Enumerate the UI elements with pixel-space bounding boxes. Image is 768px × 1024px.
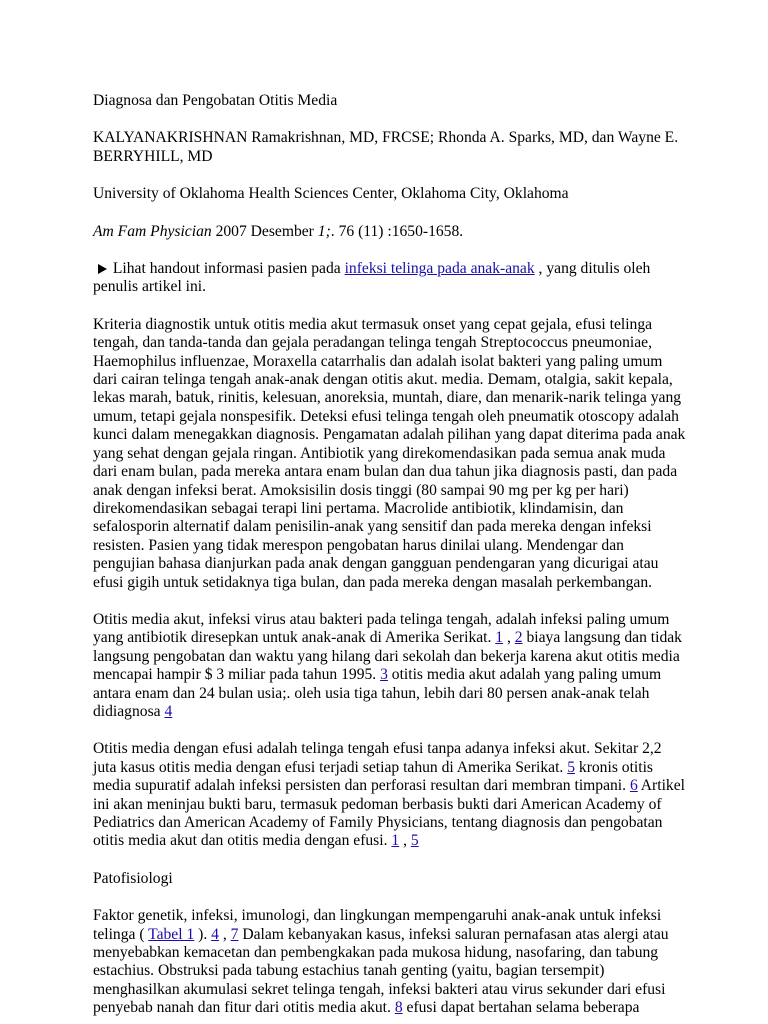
text-segment: , <box>399 832 411 850</box>
reference-link-4[interactable]: 4 <box>164 702 173 720</box>
text-segment: Otitis media akut, infeksi virus atau bakteri pada telinga tengah, adalah infeksi paling umum yang antibiotik diresepkan untuk anak-anak di Amerika Serikat. <box>93 610 670 647</box>
text-segment: , <box>503 629 515 647</box>
reference-link-3[interactable]: 3 <box>380 666 388 684</box>
section-heading: Patofisiologi <box>93 869 173 887</box>
handout-prefix: Lihat handout informasi pasien pada <box>109 260 345 278</box>
intro-paragraph <box>93 611 688 721</box>
reference-link-1[interactable]: 1 <box>495 629 504 647</box>
text-segment: Artikel ini akan meninjau bukti baru, termasuk pedoman berbasis bukti dari American Academy of Pediatrics dan American Academy of Family Physicians, tentang diagnosis dan pengobatan otitis media akut dan otitis media dengan efusi. <box>93 777 685 850</box>
text-segment: kronis otitis media supuratif adalah infeksi persisten dan perforasi resultan dari membran timpani. <box>93 758 653 795</box>
text-segment: otitis media akut adalah yang paling umum antara enam dan 24 bulan usia;. oleh usia tiga tahun, lebih dari 80 persen anak-anak telah didiagnosa <box>93 666 662 720</box>
citation-details: . 76 (11) :1650-1658. <box>330 222 464 240</box>
handout-note <box>93 260 688 297</box>
text-segment: Dalam kebanyakan kasus, infeksi saluran pernafasan atas alergi atau menyebabkan kemacetan dan pembengkakan pada mukosa hidung, nasofaring, dan tabung estachius. Obstruksi pada tabung estachius tanah genting (yaitu, bagian tersempit) menghasilkan akumulasi sekret telinga tengah, infeksi bakteri atau virus sekunder dari efusi penyebab nanah dan fitur dari otitis media akut. <box>93 925 669 1017</box>
triangle-right-icon <box>98 264 107 274</box>
text-segment: ). <box>194 925 212 943</box>
document-title: Diagnosa dan Pengobatan Otitis Media <box>93 92 338 109</box>
effusion-paragraph <box>93 740 688 850</box>
reference-link-5[interactable]: 5 <box>567 758 575 776</box>
citation-day: 1; <box>317 222 331 240</box>
journal-name: Am Fam Physician <box>93 222 212 240</box>
reference-link-1[interactable]: 1 <box>391 832 400 850</box>
reference-link-7[interactable]: 7 <box>230 925 239 943</box>
text-segment: , <box>218 925 231 943</box>
handout-suffix: , yang ditulis oleh penulis artikel ini. <box>93 260 651 296</box>
pathophysiology-paragraph <box>93 907 688 1017</box>
table-1-link[interactable]: Tabel 1 <box>148 925 195 943</box>
text-segment: Otitis media dengan efusi adalah telinga tengah efusi tanpa adanya infeksi akut. Sekitar 2,2 juta kasus otitis media dengan efusi terjadi setiap tahun di Amerika Serikat. <box>93 740 662 776</box>
text-segment: efusi dapat bertahan selama beberapa <box>402 999 640 1017</box>
reference-link-6[interactable]: 6 <box>629 777 638 795</box>
reference-link-2[interactable]: 2 <box>514 629 523 647</box>
citation-date: 2007 Desember <box>211 222 318 240</box>
reference-link-8[interactable]: 8 <box>394 999 403 1017</box>
citation <box>93 223 688 241</box>
author-list: KALYANAKRISHNAN Ramakrishnan, MD, FRCSE; Rhonda A. Sparks, MD, dan Wayne E. BERRYHILL, MD <box>93 129 679 165</box>
reference-link-4[interactable]: 4 <box>211 925 219 943</box>
text-segment: biaya langsung dan tidak langsung pengobatan dan waktu yang hilang dari sekolah dan bekerja karena akut otitis media mencapai hampir $ 3 miliar pada tahun 1995. <box>93 629 682 684</box>
abstract-paragraph: Kriteria diagnostik untuk otitis media akut termasuk onset yang cepat gejala, efusi telinga tengah, dan tanda-tanda dan gejala peradangan telinga tengah Streptococcus pneumoniae, Haemophilus influenzae, Moraxella catarrhalis dan adalah isolat bakteri yang paling umum dari cairan telinga tengah anak-anak dengan otitis akut. media. Demam, otalgia, sakit kepala, lekas marah, batuk, rinitis, kelesuan, anoreksia, muntah, diare, dan menarik-narik telinga yang umum, tetapi gejala nonspesifik. Deteksi efusi telinga tengah oleh pneumatik otoscopy adalah kunci dalam menegakkan diagnosis. Pengamatan adalah pilihan yang dapat diterima pada anak yang sehat dengan gejala ringan. Antibiotik yang direkomendasikan pada semua anak muda dari enam bulan, pada mereka antara enam bulan dan dua tahun jika diagnosis pasti, dan pada anak dengan infeksi berat. Amoksisilin dosis tinggi (80 sampai 90 mg per kg per hari) direkomendasikan sebagai terapi lini pertama. Macrolide antibiotik, klindamisin, dan sefalosporin alternatif dalam penisilin-anak yang sensitif dan pada mereka dengan infeksi resisten. Pasien yang tidak merespon pengobatan harus dinilai ulang. Mendengar dan pengujian bahasa dianjurkan pada anak dengan gangguan pendengaran yang dicurigai atau efusi gigih untuk setidaknya tiga bulan, dan pada mereka dengan masalah perkembangan. <box>93 315 686 591</box>
reference-link-5[interactable]: 5 <box>410 832 419 850</box>
handout-link[interactable]: infeksi telinga pada anak-anak <box>344 260 535 278</box>
text-segment: Faktor genetik, infeksi, imunologi, dan lingkungan mempengaruhi anak-anak untuk infeksi telinga ( <box>93 907 662 943</box>
affiliation: University of Oklahoma Health Sciences Center, Oklahoma City, Oklahoma <box>93 185 569 203</box>
